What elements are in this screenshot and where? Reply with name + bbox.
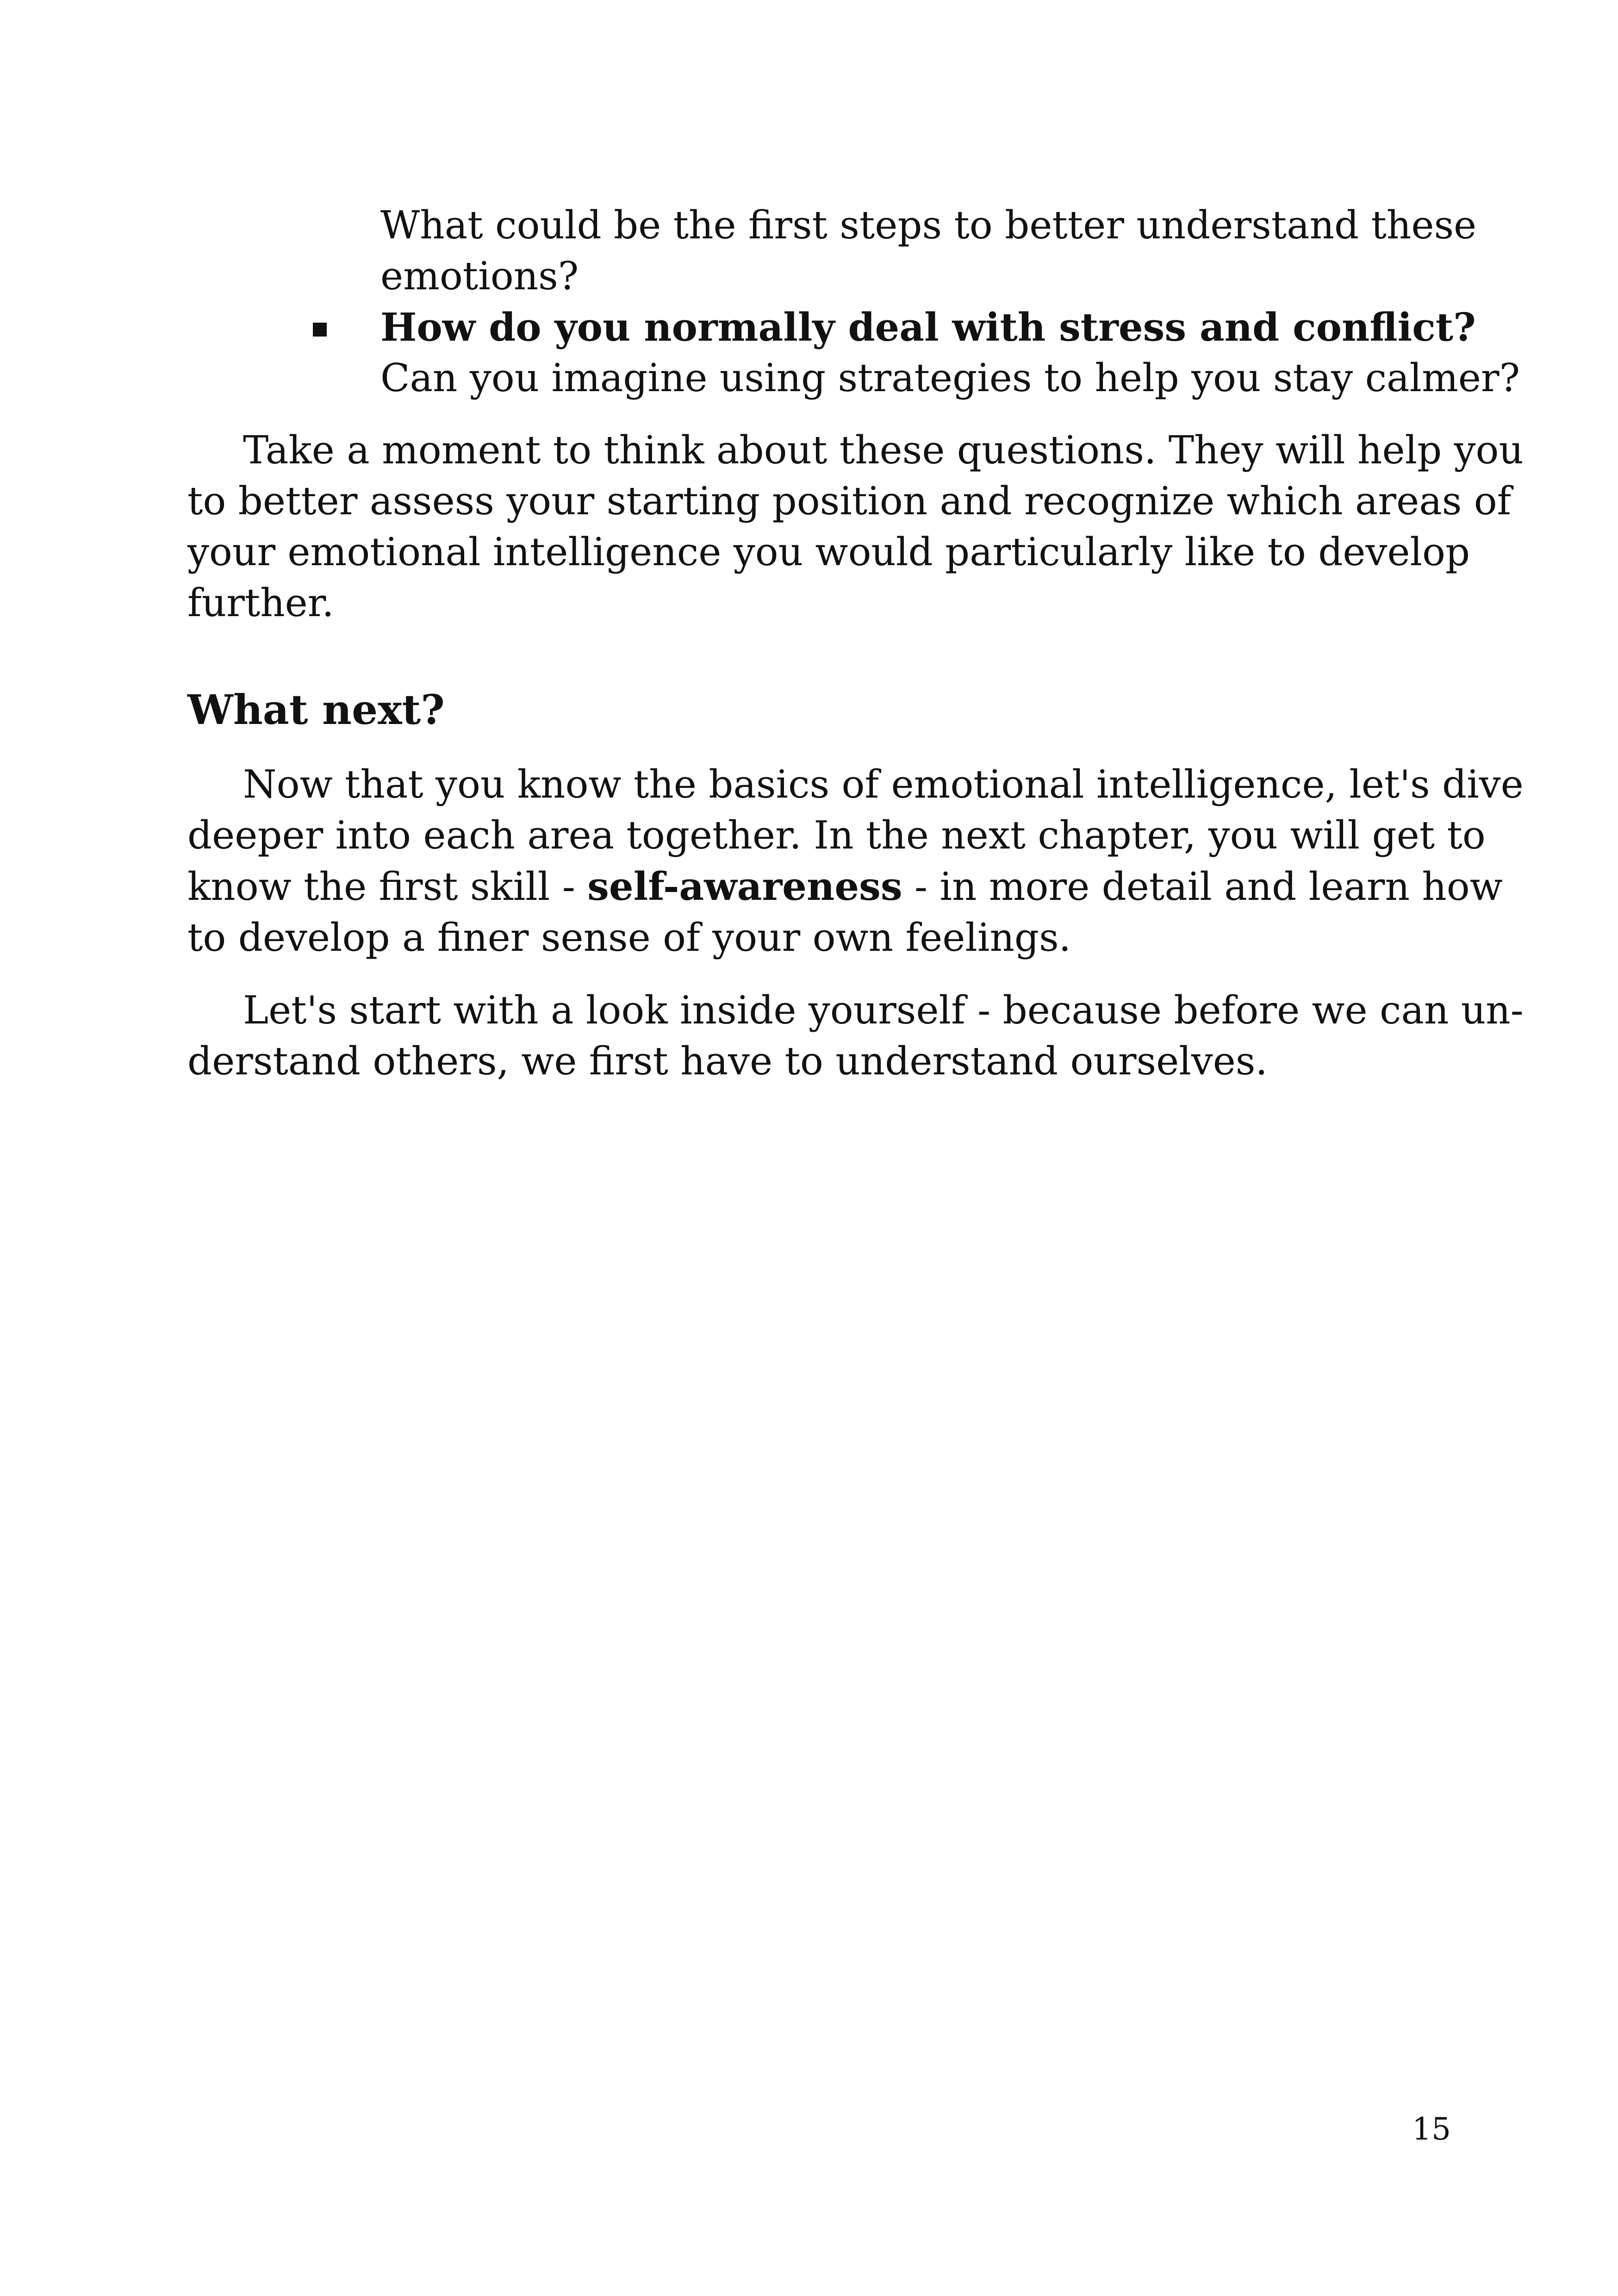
paragraph-line: Let's start with a look inside yourself - because before we can un-: [243, 988, 1524, 1033]
list-item-stress: [380, 302, 1520, 404]
list-item-question: How do you normally deal with stress and conflict?: [380, 305, 1476, 350]
paragraph-line: further.: [187, 580, 334, 625]
paragraph-line: to better assess your starting position and recognize which areas of: [187, 479, 1512, 524]
paragraph-reflect: [187, 425, 1524, 629]
list-item-follow-up: Can you imagine using strategies to help you stay calmer?: [380, 356, 1520, 400]
list-continuation-line: emotions?: [380, 254, 579, 299]
list-continuation-line: What could be the first steps to better understand these: [380, 203, 1477, 248]
text-run: know the first skill -: [187, 864, 588, 909]
paragraph-line: deeper into each area together. In the next chapter, you will get to: [187, 813, 1486, 858]
list-item-continuation: [380, 200, 1477, 302]
emphasized-term: self-awareness: [587, 864, 902, 909]
paragraph-next: [187, 759, 1524, 963]
paragraph-line: Take a moment to think about these questions. They will help you: [243, 428, 1524, 473]
paragraph-line: derstand others, we first have to understand ourselves.: [187, 1039, 1268, 1084]
paragraph-start: [187, 985, 1524, 1087]
square-bullet-icon: [313, 323, 327, 337]
paragraph-line: your emotional intelligence you would particularly like to develop: [187, 530, 1470, 574]
section-heading: What next?: [187, 686, 445, 734]
paragraph-line: [187, 861, 1503, 912]
paragraph-line: to develop a finer sense of your own feelings.: [187, 915, 1071, 960]
text-run: - in more detail and learn how: [902, 864, 1503, 909]
page-number: 15: [1412, 2111, 1451, 2147]
paragraph-line: Now that you know the basics of emotional intelligence, let's dive: [243, 762, 1524, 807]
